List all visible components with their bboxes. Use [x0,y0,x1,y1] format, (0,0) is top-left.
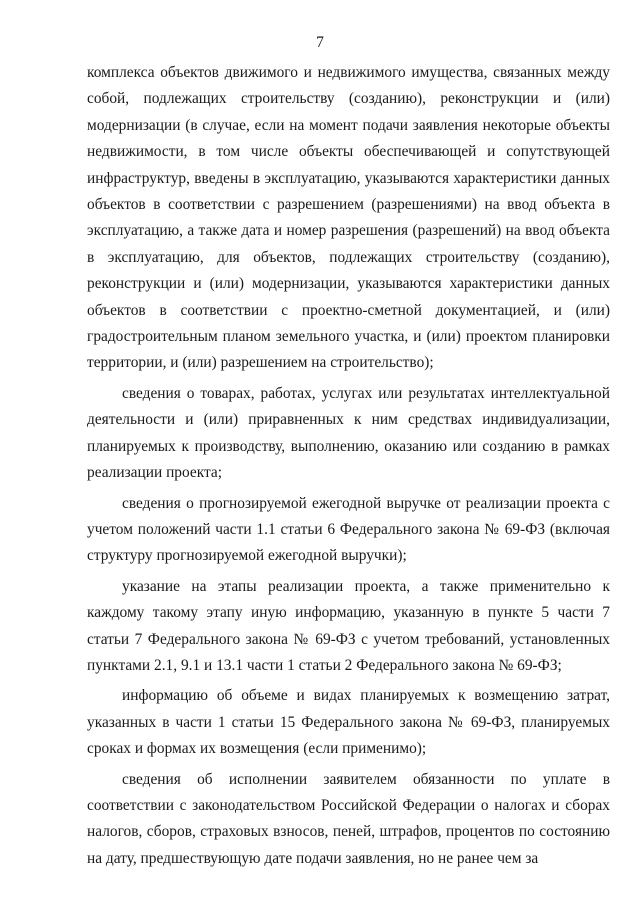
paragraph-project-stages: указание на этапы реализации проекта, а также применительно к каждому такому этапу иную информацию, указанную в пункте 5 части 7 статьи 7 Федерального закона № 69-ФЗ с учетом требований, установленных пунктами 2.1, 9.1 и 13.1 части 1 статьи 2 Федерального закона № 69-ФЗ; [87,577,610,674]
paragraph-goods-services: сведения о товарах, работах, услугах или результатах интеллектуальной деятельности и (или) приравненных к ним средствах индивидуализации, планируемых к производству, выполнению, оказанию или созданию в рамках реализации проекта; [87,384,610,482]
document-body [87,60,610,876]
page-number: 7 [316,34,324,51]
paragraph-cost-reimbursement: информацию об объеме и видах планируемых к возмещению затрат, указанных в части 1 статьи 15 Федерального закона № 69-ФЗ, планируемых сроках и формах их возмещения (если применимо); [87,687,610,758]
paragraph-tax-obligations: сведения об исполнении заявителем обязанности по уплате в соответствии с законодательством Российской Федерации о налогах и сборах налогов, сборов, страховых взносов, пеней, штрафов, процентов по состоянию на дату, предшествующую дате подачи заявления, но не ранее чем за [87,770,610,867]
paragraph-continuation: комплекса объектов движимого и недвижимого имущества, связанных между собой, подлежащих строительству (созданию), реконструкции и (или) модернизации (в случае, если на момент подачи заявления некоторые объекты недвижимости, в том числе объекты обеспечивающей и сопутствующей инфраструктур, введены в эксплуатацию, указываются характеристики данных объектов в соответствии с разрешением (разрешениями) на ввод объекта в эксплуатацию, а также дата и номер разрешения (разрешений) на ввод объекта в эксплуатацию, для объектов, подлежащих строительству (созданию), реконструкции и (или) модернизации, указываются характеристики данных объектов в соответствии с проектно-сметной документацией, и (или) градостроительным планом земельного участка, и (или) проектом планировки территории, и (или) разрешением на строительство); [87,64,610,372]
paragraph-forecast-revenue: сведения о прогнозируемой ежегодной выручке от реализации проекта с учетом положений части 1.1 статьи 6 Федерального закона № 69-ФЗ (включая структуру прогнозируемой ежегодной выручки); [87,494,610,565]
